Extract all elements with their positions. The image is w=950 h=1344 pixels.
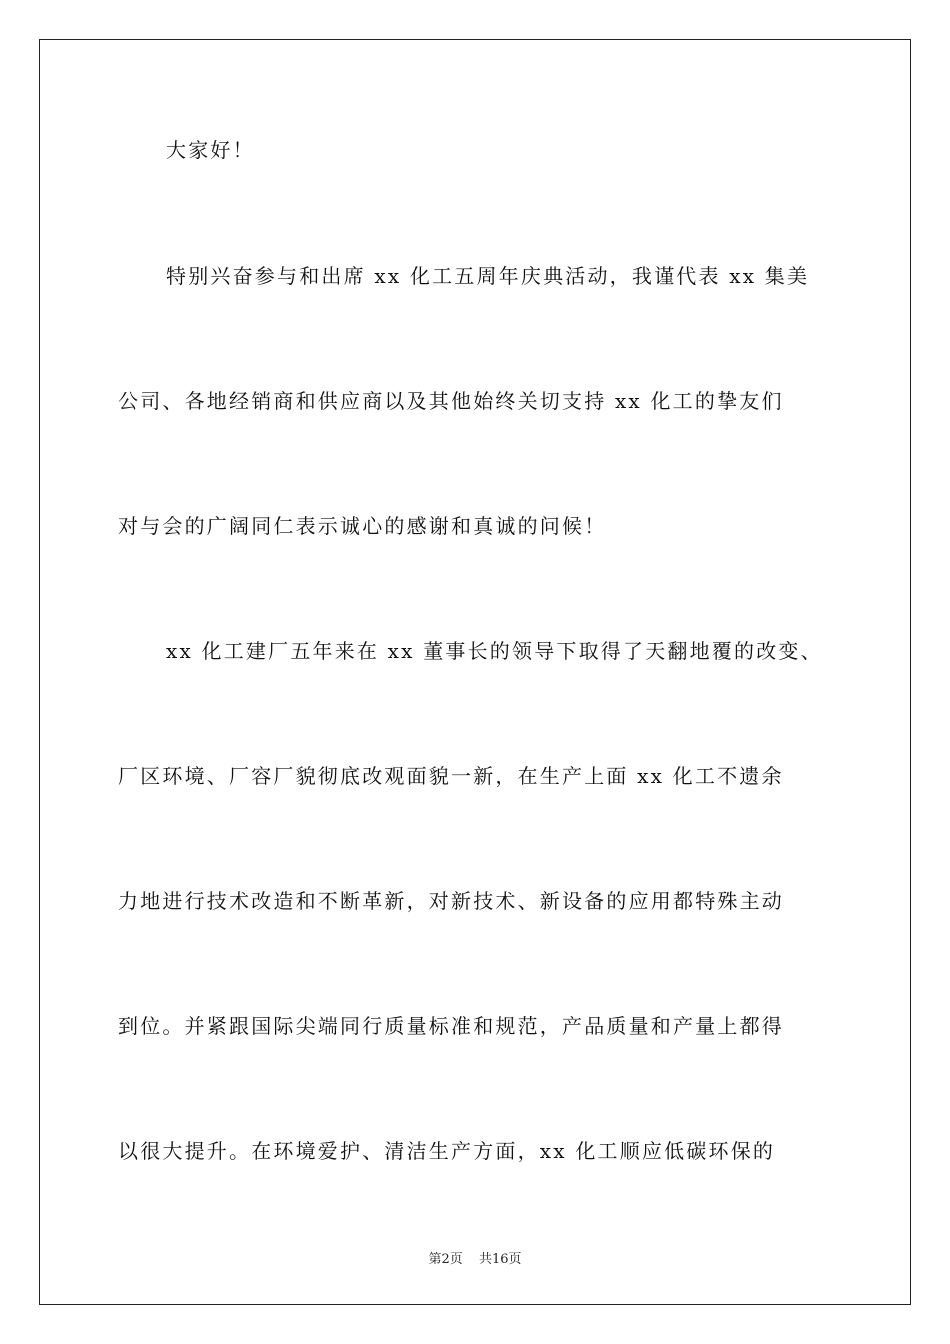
- page-total: 共16页: [478, 1252, 522, 1267]
- page-number: 第2页: [428, 1252, 463, 1267]
- body-line-1: 大家好！: [166, 138, 255, 162]
- body-line-9: 以很大提升。在环境爱护、清洁生产方面，xx 化工顺应低碳环保的: [118, 1139, 776, 1163]
- page-footer: [0, 1248, 950, 1267]
- page-border: [39, 39, 911, 1305]
- body-line-8: 到位。并紧跟国际尖端同行质量标准和规范，产品质量和产量上都得: [118, 1014, 784, 1038]
- body-line-7: 力地进行技术改造和不断革新，对新技术、新设备的应用都特殊主动: [118, 889, 784, 913]
- body-line-6: 厂区环境、厂容厂貌彻底改观面貌一新，在生产上面 xx 化工不遗余: [118, 764, 784, 788]
- body-line-2: 特别兴奋参与和出席 xx 化工五周年庆典活动，我谨代表 xx 集美: [166, 264, 810, 288]
- body-line-5: xx 化工建厂五年来在 xx 董事长的领导下取得了天翻地覆的改变、: [166, 639, 823, 663]
- body-line-4: 对与会的广阔同仁表示诚心的感谢和真诚的问候！: [118, 514, 607, 538]
- body-line-3: 公司、各地经销商和供应商以及其他始终关切支持 xx 化工的挚友们: [118, 389, 784, 413]
